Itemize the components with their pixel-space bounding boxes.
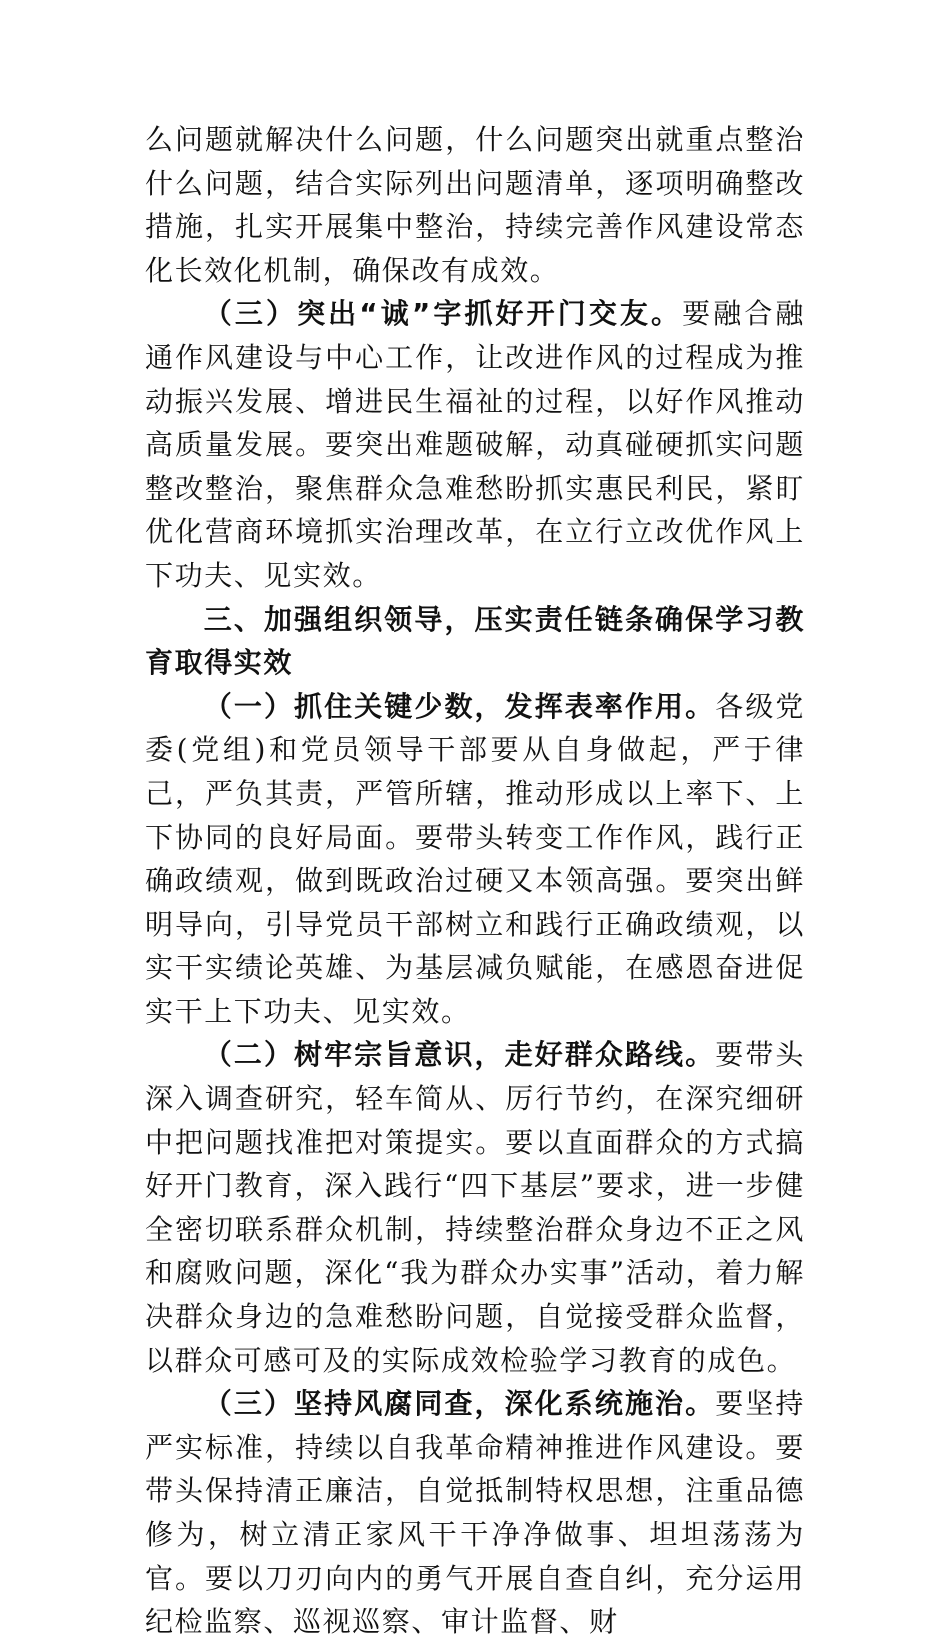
paragraph-three-cheng: [145, 292, 805, 597]
paragraph-lead: （三）坚持风腐同查，深化系统施治。: [203, 1387, 716, 1421]
paragraph-lead: （一）抓住关键少数，发挥表率作用。: [203, 689, 716, 723]
paragraph-continuation: [145, 118, 805, 292]
paragraph-lead: （二）树牢宗旨意识，走好群众路线。: [203, 1038, 716, 1072]
document-body: [145, 118, 805, 1644]
paragraph-text: 要融合融通作风建设与中心工作，让改进作风的过程成为推动振兴发展、增进民生福祉的过程，以好作风推动高质量发展。要突出难题破解，动真碰硬抓实问题整改整治，聚焦群众急难愁盼抓实惠民利民，紧盯优化营商环境抓实治理改革，在立行立改优作风上下功夫、见实效。: [145, 297, 806, 592]
paragraph-two-mass-line: [145, 1033, 805, 1382]
paragraph-text: 各级党委(党组)和党员领导干部要从自身做起，严于律己，严负其责，严管所辖，推动形成以上率下、上下协同的良好局面。要带头转变工作作风，践行正确政绩观，做到既政治过硬又本领高强。要突出鲜明导向，引导党员干部树立和践行正确政绩观，以实干实绩论英雄、为基层减负赋能，在感恩奋进促实干上下功夫、见实效。: [145, 689, 806, 1028]
paragraph-text: 么问题就解决什么问题，什么问题突出就重点整治什么问题，结合实际列出问题清单，逐项明确整改措施，扎实开展集中整治，持续完善作风建设常态化长效化机制，确保改有成效。: [145, 123, 805, 287]
section-heading: 三、加强组织领导，压实责任链条确保学习教育取得实效: [145, 602, 805, 680]
paragraph-lead: （三）突出“诚”字抓好开门交友。: [203, 297, 683, 331]
paragraph-text: 要坚持严实标准，持续以自我革命精神推进作风建设。要带头保持清正廉洁，自觉抵制特权思想，注重品德修为，树立清正家风干干净净做事、坦坦荡荡为官。要以刀刃向内的勇气开展自查自纠，充分运用纪检监察、巡视巡察、审计监督、财: [145, 1387, 806, 1639]
paragraph-text: 要带头深入调查研究，轻车简从、厉行节约，在深究细研中把问题找准把对策提实。要以直面群众的方式搞好开门教育，深入践行“四下基层”要求，进一步健全密切联系群众机制，持续整治群众身边不正之风和腐败问题，深化“我为群众办实事”活动，着力解决群众身边的急难愁盼问题，自觉接受群众监督，以群众可感可及的实际成效检验学习教育的成色。: [145, 1038, 806, 1377]
paragraph-one-key-minority: [145, 685, 805, 1034]
paragraph-three-style-corruption: [145, 1382, 805, 1644]
